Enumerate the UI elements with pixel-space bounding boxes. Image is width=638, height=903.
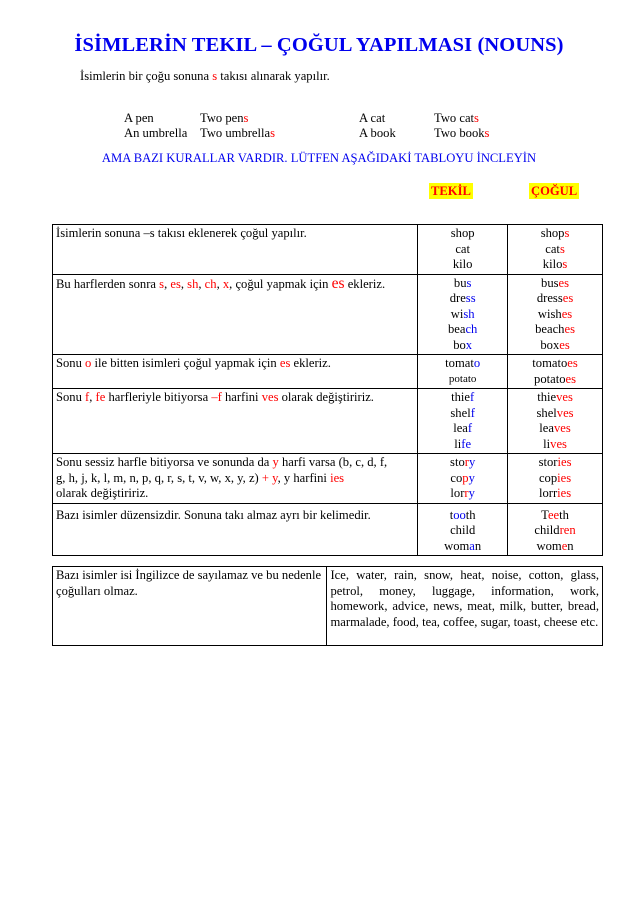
plural-cell: Teeth children women [508, 503, 603, 556]
plural-cell: stories copies lorries [508, 454, 603, 504]
uncountable-label: Bazı isimler isi İngilizce de sayılamaz ve bu nedenle çoğulları olmaz. [53, 567, 327, 646]
intro-post: takısı alınarak yapılır. [217, 69, 330, 83]
singular-cell: shop cat kilo [418, 225, 508, 275]
uncountable-row [53, 567, 603, 646]
singular-cell: thief shelf leaf life [418, 389, 508, 454]
header-plural: ÇOĞUL [531, 184, 578, 198]
rule-row-y [53, 454, 603, 504]
rule-row-o [53, 355, 603, 389]
rule-text: İsimlerin sonuna –s takısı eklenerek çoğul yapılır. [53, 225, 418, 275]
intro-s: s [212, 69, 218, 83]
example-pl-1: Two pens [200, 111, 249, 125]
rule-text: Bazı isimler düzensizdir. Sonuna takı almaz ayrı bir kelimedir. [53, 503, 418, 556]
example-sg-4: A book [359, 126, 396, 140]
page-title: İSİMLERİN TEKIL – ÇOĞUL YAPILMASI (NOUNS) [74, 34, 564, 56]
example-sg-2: An umbrella [124, 126, 188, 140]
rule-row-f [53, 389, 603, 454]
rule-text: Bu harflerden sonra s, es, sh, ch, x, çoğul yapmak için es ekleriz. [53, 274, 418, 355]
intro-pre: İsimlerin bir çoğu sonuna [80, 69, 213, 83]
example-pl-2: Two umbrellas [200, 126, 276, 140]
plural-cell: tomatoes potatoes [508, 355, 603, 389]
plural-cell: thieves shelves leaves lives [508, 389, 603, 454]
rules-table [52, 224, 603, 556]
example-pl-3: Two cats [434, 111, 479, 125]
plural-cell: buses dresses wishes beaches boxes [508, 274, 603, 355]
rules-note: AMA BAZI KURALLAR VARDIR. LÜTFEN AŞAĞIDAKİ TABLOYU İNCLEYİN [101, 151, 537, 165]
intro-text [80, 69, 330, 84]
rule-text: Sonu sessiz harfle bitiyorsa ve sonunda da y harfi varsa (b, c, d, f, g, h, j, k, l, m, n, p, q, r, s, t, v, w, x, y, z) + y, y harfini ies olarak değiştiririz. [53, 454, 418, 504]
uncountable-table [52, 566, 603, 646]
singular-cell: story copy lorry [418, 454, 508, 504]
rule-row-irregular [53, 503, 603, 556]
example-sg-1: A pen [124, 111, 154, 125]
example-pl-4: Two books [434, 126, 490, 140]
singular-cell: tomato potato [418, 355, 508, 389]
header-singular: TEKİL [431, 184, 471, 198]
rule-text: Sonu o ile bitten isimleri çoğul yapmak için es ekleriz. [53, 355, 418, 389]
uncountable-words: Ice, water, rain, snow, heat, noise, cotton, glass, petrol, money, luggage, information, work, homework, advice, news, meat, milk, butter, bread, marmalade, food, tea, coffee, sugar, toast, cheese etc. [327, 567, 603, 646]
plural-cell: shops cats kilos [508, 225, 603, 275]
singular-cell: bus dress wish beach box [418, 274, 508, 355]
example-sg-3: A cat [359, 111, 386, 125]
rule-text: Sonu f, fe harfleriyle bitiyorsa –f harfini ves olarak değiştiririz. [53, 389, 418, 454]
rule-row-es [53, 274, 603, 355]
singular-cell: tooth child woman [418, 503, 508, 556]
rule-row-s [53, 225, 603, 275]
